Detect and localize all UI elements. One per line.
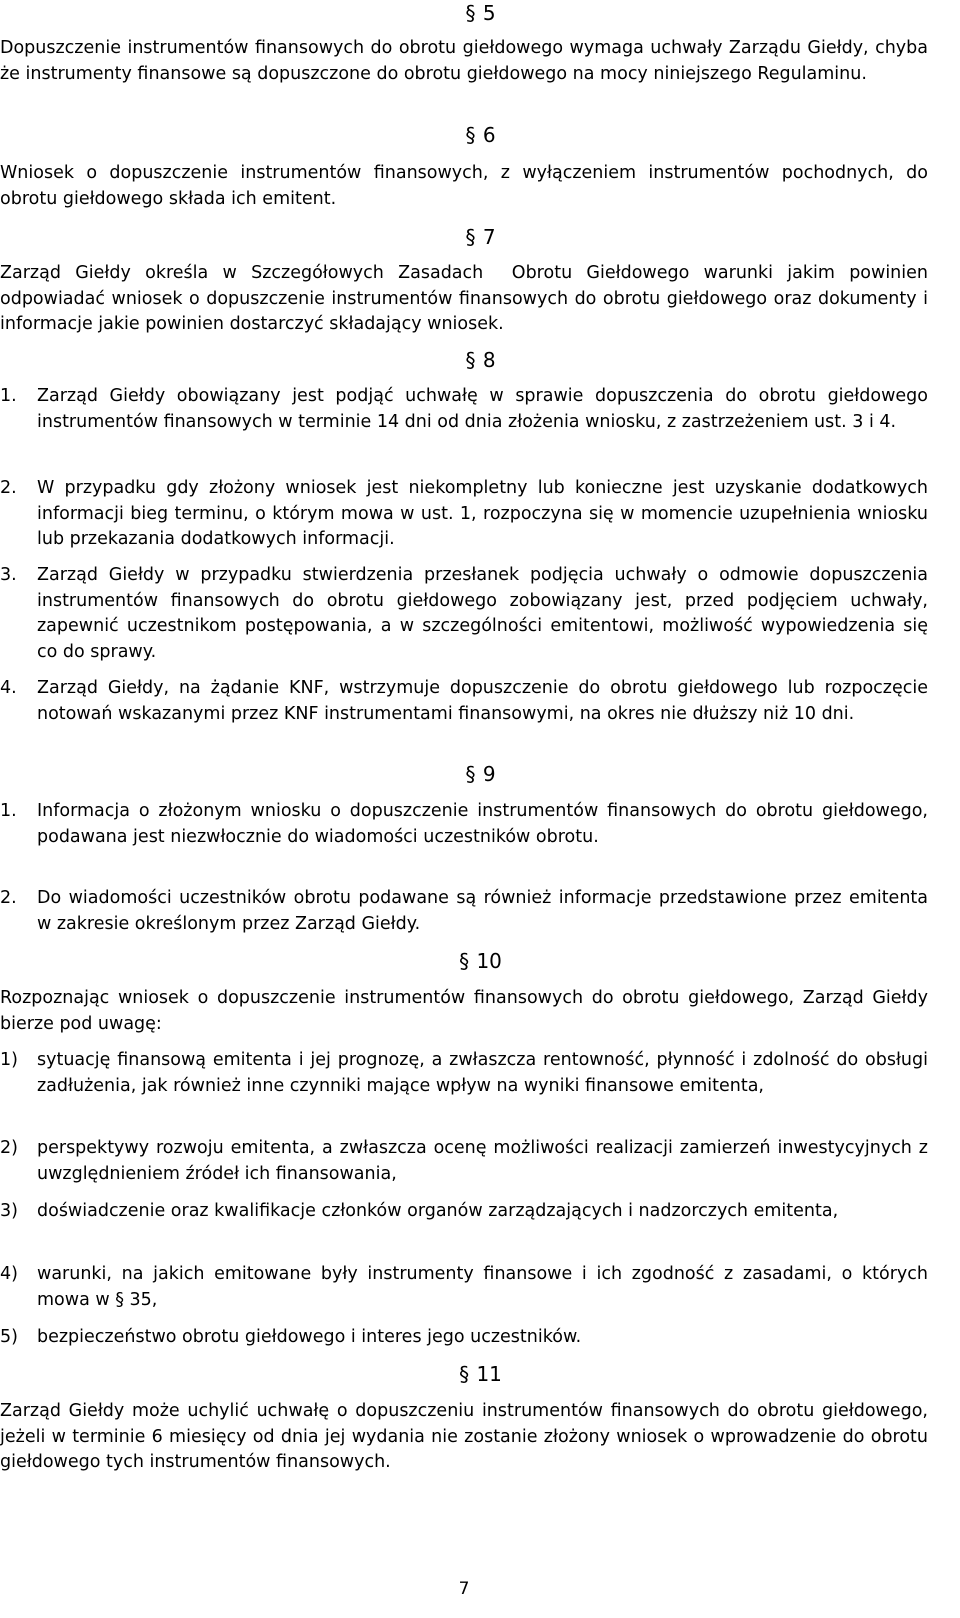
section-6-paragraph: Wniosek o dopuszczenie instrumentów finansowych, z wyłączeniem instrumentów pochodnych, do obrotu giełdowego składa ich emitent. [0, 163, 928, 209]
section-heading-7: § 7 [465, 225, 496, 249]
list-item: 1. Informacja o złożonym wniosku o dopuszczenie instrumentów finansowych do obrotu giełdowego, podawana jest niezwłocznie do wiadomości uczestników obrotu. [0, 801, 928, 847]
list-item: 1) sytuację finansową emitenta i jej prognozę, a zwłaszcza rentowność, płynność i zdolność do obsługi zadłużenia, jak również inne czynniki mające wpływ na wyniki finansowe emitenta, [0, 1050, 928, 1096]
page-number: 7 [458, 1579, 470, 1599]
section-11-paragraph: Zarząd Giełdy może uchylić uchwałę o dopuszczeniu instrumentów finansowych do obrotu giełdowego, jeżeli w terminie 6 miesięcy od dnia jej wydania nie zostanie złożony wniosek o wprowadzenie do obrotu giełdowego tych instrumentów finansowych. [0, 1401, 928, 1472]
list-item: 4) warunki, na jakich emitowane były instrumenty finansowe i ich zgodność z zasadami, o których mowa w § 35, [0, 1264, 928, 1310]
section-5-paragraph: Dopuszczenie instrumentów finansowych do obrotu giełdowego wymaga uchwały Zarządu Giełdy, chyba że instrumenty finansowe są dopuszczone do obrotu giełdowego na mocy niniejszego Regulaminu. [0, 38, 928, 84]
section-heading-9: § 9 [465, 762, 496, 786]
list-item: 2) perspektywy rozwoju emitenta, a zwłaszcza ocenę możliwości realizacji zamierzeń inwestycyjnych z uwzględnieniem źródeł ich finansowania, [0, 1138, 928, 1184]
section-number: 9 [482, 762, 496, 786]
list-item: 1. Zarząd Giełdy obowiązany jest podjąć uchwałę w sprawie dopuszczenia do obrotu giełdowego instrumentów finansowych w terminie 14 dni od dnia złożenia wniosku, z zastrzeżeniem ust. 3 i 4. [0, 386, 928, 432]
list-item: 4. Zarząd Giełdy, na żądanie KNF, wstrzymuje dopuszczenie do obrotu giełdowego lub rozpoczęcie notowań wskazanymi przez KNF instrumentami finansowymi, na okres nie dłuższy niż 10 dni. [0, 678, 928, 724]
section-number: 7 [482, 225, 496, 249]
section-heading-11: § 11 [459, 1362, 502, 1386]
section-number: 10 [476, 949, 502, 973]
list-item: 2. W przypadku gdy złożony wniosek jest niekompletny lub konieczne jest uzyskanie dodatkowych informacji bieg terminu, o którym mowa w ust. 1, rozpoczyna się w momencie uzupełnienia wniosku lub przekazania dodatkowych informacji. [0, 478, 928, 549]
list-item: 3. Zarząd Giełdy w przypadku stwierdzenia przesłanek podjęcia uchwały o odmowie dopuszczenia instrumentów finansowych do obrotu giełdowego zobowiązany jest, przed podjęciem uchwały, zapewnić uczestnikom postępowania, a w szczególności emitentowi, możliwość wypowiedzenia się co do sprawy. [0, 565, 928, 662]
section-heading-5: § 5 [465, 1, 496, 25]
section-7-paragraph: Zarząd Giełdy określa w Szczegółowych Zasadach Obrotu Giełdowego warunki jakim powinien odpowiadać wniosek o dopuszczenie instrumentów finansowych do obrotu giełdowego oraz dokumenty i informacje jakie powinien dostarczyć składający wniosek. [0, 263, 934, 334]
list-item: 5) bezpieczeństwo obrotu giełdowego i interes jego uczestników. [0, 1327, 582, 1347]
section-heading-8: § 8 [465, 348, 496, 372]
list-item: 3) doświadczenie oraz kwalifikacje członków organów zarządzających i nadzorczych emitenta, [0, 1201, 839, 1221]
section-number: 6 [482, 123, 496, 147]
section-heading-6: § 6 [465, 123, 496, 147]
section-number: 11 [476, 1362, 502, 1386]
section-heading-10: § 10 [459, 949, 502, 973]
section-number: 5 [482, 1, 496, 25]
section-10-intro: Rozpoznając wniosek o dopuszczenie instrumentów finansowych do obrotu giełdowego, Zarząd Giełdy bierze pod uwagę: [0, 988, 928, 1034]
list-item: 2. Do wiadomości uczestników obrotu podawane są również informacje przedstawione przez emitenta w zakresie określonym przez Zarząd Giełdy. [0, 888, 928, 934]
section-number: 8 [482, 348, 496, 372]
